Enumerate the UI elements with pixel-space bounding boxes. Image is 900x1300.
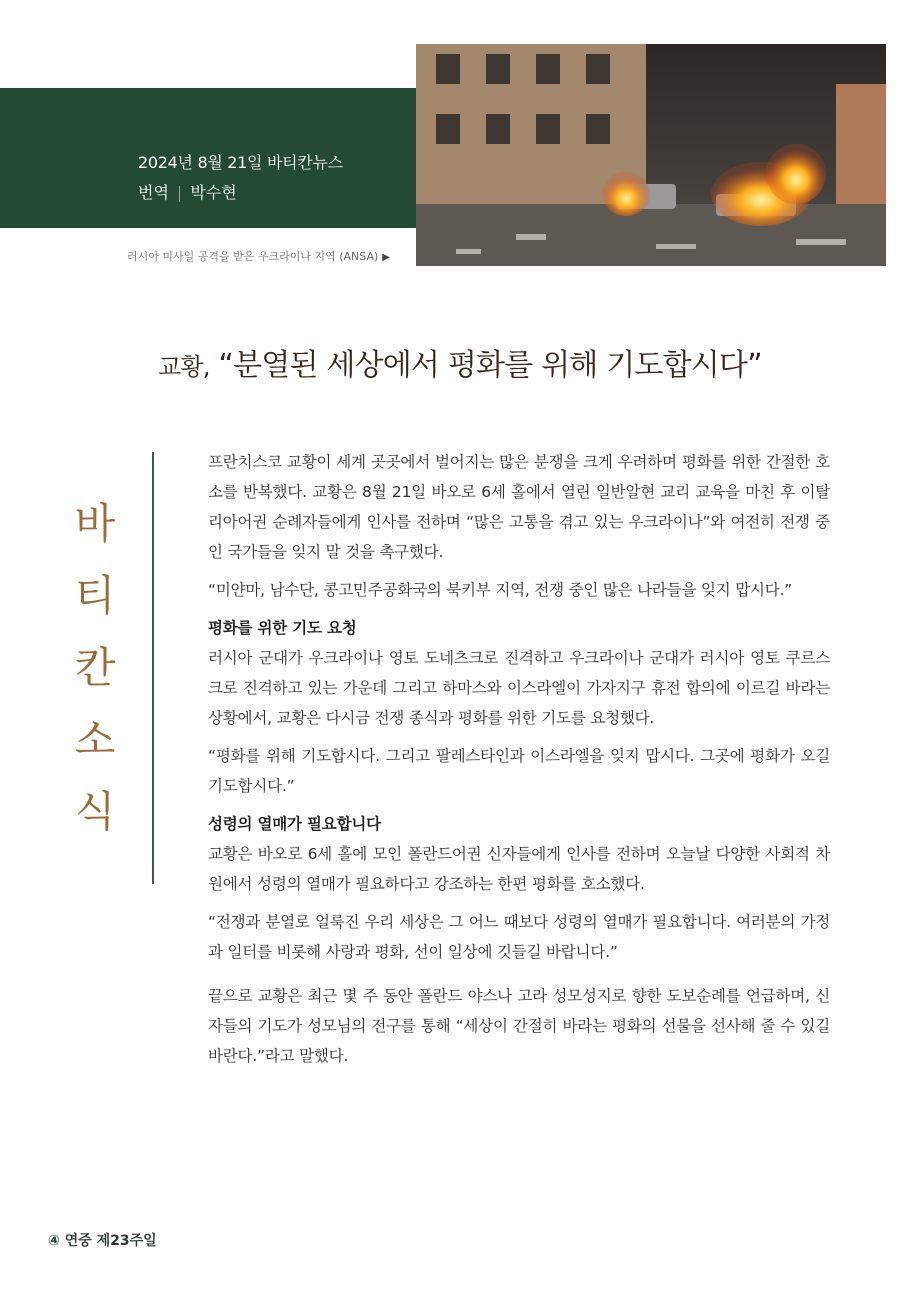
translation-label: 번역 <box>138 183 169 202</box>
section-title-char: 티 <box>74 571 116 620</box>
section-title-char: 칸 <box>74 643 116 692</box>
page-footer: ④ 연중 제23주일 <box>48 1233 157 1249</box>
translator-name: 박수현 <box>190 183 237 202</box>
section-title-char: 식 <box>74 787 116 836</box>
paragraph: 끝으로 교황은 최근 몇 주 동안 폴란드 야스나 고라 성모성지로 향한 도보순례를 언급하며, 신자들의 기도가 성모님의 전구를 통해 “세상이 간절히 바라는 평화의 선물을 선사해 줄 수 있길 바란다.”라고 말했다. <box>208 987 830 1065</box>
section-title <box>70 488 120 848</box>
section-title-char: 바 <box>74 499 116 548</box>
subheading: 성령의 열매가 필요합니다 <box>208 815 381 833</box>
section-divider <box>152 452 154 884</box>
quote-paragraph: “평화를 위해 기도합시다. 그리고 팔레스타인과 이스라엘을 잊지 맙시다. 그곳에 평화가 오길 기도합시다.” <box>208 747 830 795</box>
paragraph: 프란치스코 교황이 세계 곳곳에서 벌어지는 많은 분쟁을 크게 우려하며 평화를 위한 간절한 호소를 반복했다. 교황은 8월 21일 바오로 6세 홀에서 열린 일반알현 교리 교육을 마친 후 이탈리아어권 순례자들에게 인사를 전하며 “많은 고통을 겪고 있는 우크라이나”와 여전히 전쟁 중인 국가들을 잊지 말 것을 촉구했다. <box>208 453 830 561</box>
separator: | <box>176 183 183 202</box>
paragraph: 교황은 바오로 6세 홀에 모인 폴란드어권 신자들에게 인사를 전하며 오늘날 다양한 사회적 차원에서 성령의 열매가 필요하다고 강조하는 한편 평화를 호소했다. <box>208 845 830 893</box>
date-source: 2024년 8월 21일 바티칸뉴스 <box>138 153 343 172</box>
burning-street-image <box>416 44 886 266</box>
quote-paragraph: “미얀마, 남수단, 콩고민주공화국의 북키부 지역, 전쟁 중인 많은 나라들을 잊지 맙시다.” <box>208 581 793 599</box>
headline-prefix: 교황, <box>158 353 210 381</box>
caption-text: 러시아 미사일 공격을 받은 우크라이나 지역 (ANSA) <box>127 250 379 263</box>
section-title-char: 소 <box>74 715 116 764</box>
subheading: 평화를 위한 기도 요청 <box>208 619 357 637</box>
photo-caption <box>127 248 390 264</box>
war-photo <box>416 44 886 266</box>
headline-quote: “분열된 세상에서 평화를 위해 기도합시다” <box>218 348 762 383</box>
quote-paragraph: “전쟁과 분열로 얼룩진 우리 세상은 그 어느 때보다 성령의 열매가 필요합니다. 여러분의 가정과 일터를 비롯해 사랑과 평화, 선이 일상에 깃들길 바랍니다.” <box>208 913 830 961</box>
paragraph: 러시아 군대가 우크라이나 영토 도네츠크로 진격하고 우크라이나 군대가 러시아 영토 쿠르스크로 진격하고 있는 가운데 그리고 하마스와 이스라엘이 가자지구 휴전 합의에 이르길 바라는 상황에서, 교황은 다시금 전쟁 종식과 평화를 위한 기도를 요청했다. <box>208 649 830 727</box>
caption-arrow-icon: ▶ <box>382 252 390 263</box>
article-body <box>208 447 830 1079</box>
page-title <box>158 340 858 384</box>
translation-credit <box>138 180 237 203</box>
